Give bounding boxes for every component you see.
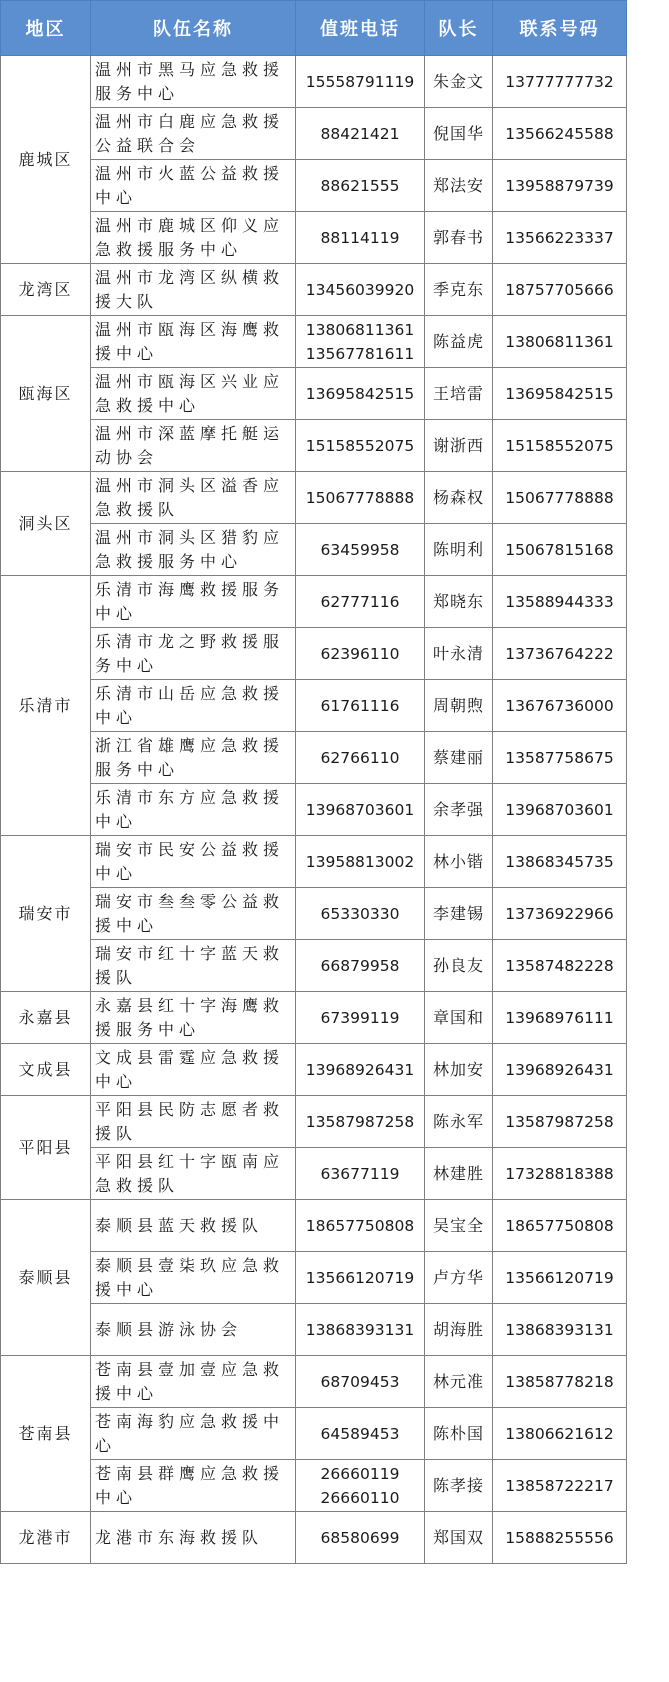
leader-cell: 孙良友 (425, 940, 493, 992)
duty-phone-cell (296, 1148, 425, 1200)
leader-cell: 谢浙西 (425, 420, 493, 472)
contact-number-cell: 13868345735 (493, 836, 627, 888)
table-row (1, 992, 627, 1044)
contact-number-cell: 15067778888 (493, 472, 627, 524)
duty-phone-number: 63459958 (320, 540, 400, 559)
contact-number-cell: 13806621612 (493, 1408, 627, 1460)
team-name-cell: 温州市火蓝公益救援中心 (91, 160, 296, 212)
team-name-cell: 龙港市东海救援队 (91, 1512, 296, 1564)
leader-cell: 林元准 (425, 1356, 493, 1408)
duty-phone-number: 62766110 (320, 748, 400, 767)
duty-phone-cell (296, 836, 425, 888)
table-row (1, 472, 627, 524)
contact-number-cell: 13587758675 (493, 732, 627, 784)
table-row (1, 1252, 627, 1304)
duty-phone-cell (296, 1408, 425, 1460)
table-row (1, 316, 627, 368)
duty-phone-cell (296, 368, 425, 420)
table-row (1, 524, 627, 576)
table-row (1, 888, 627, 940)
contact-number-cell: 13958879739 (493, 160, 627, 212)
table-row (1, 1044, 627, 1096)
leader-cell: 季克东 (425, 264, 493, 316)
duty-phone-number: 65330330 (320, 904, 400, 923)
region-cell: 苍南县 (1, 1356, 91, 1512)
leader-cell: 陈明利 (425, 524, 493, 576)
team-name-cell: 温州市洞头区溢香应急救援队 (91, 472, 296, 524)
duty-phone-number: 13456039920 (305, 280, 415, 299)
contact-number-cell: 13695842515 (493, 368, 627, 420)
team-name-cell: 文成县雷霆应急救援中心 (91, 1044, 296, 1096)
duty-phone-cell (296, 992, 425, 1044)
duty-phone-number: 88621555 (320, 176, 400, 195)
contact-number-cell: 13868393131 (493, 1304, 627, 1356)
team-name-cell: 温州市瓯海区海鹰救援中心 (91, 316, 296, 368)
contact-number-cell: 13736764222 (493, 628, 627, 680)
contact-number-cell: 13858722217 (493, 1460, 627, 1512)
duty-phone-number: 62396110 (320, 644, 400, 663)
leader-cell: 吴宝全 (425, 1200, 493, 1252)
contact-number-cell: 13858778218 (493, 1356, 627, 1408)
region-cell: 龙湾区 (1, 264, 91, 316)
table-row (1, 1200, 627, 1252)
duty-phone-number: 13587987258 (305, 1112, 415, 1131)
team-name-cell: 苍南县壹加壹应急救援中心 (91, 1356, 296, 1408)
contact-number-cell: 15067815168 (493, 524, 627, 576)
duty-phone-number: 13695842515 (305, 384, 415, 403)
header-leader: 队长 (425, 1, 493, 56)
header-region: 地区 (1, 1, 91, 56)
team-name-cell: 乐清市龙之野救援服务中心 (91, 628, 296, 680)
team-name-cell: 泰顺县壹柒玖应急救援中心 (91, 1252, 296, 1304)
table-row (1, 420, 627, 472)
duty-phone-number: 18657750808 (305, 1216, 415, 1235)
contact-number-cell: 13968926431 (493, 1044, 627, 1096)
team-name-cell: 瑞安市民安公益救援中心 (91, 836, 296, 888)
leader-cell: 倪国华 (425, 108, 493, 160)
duty-phone-number: 13566120719 (305, 1268, 415, 1287)
region-cell: 瑞安市 (1, 836, 91, 992)
leader-cell: 陈永军 (425, 1096, 493, 1148)
leader-cell: 林小锴 (425, 836, 493, 888)
duty-phone-cell (296, 212, 425, 264)
table-row (1, 108, 627, 160)
table-row (1, 1460, 627, 1512)
region-cell: 洞头区 (1, 472, 91, 576)
duty-phone-cell (296, 1512, 425, 1564)
leader-cell: 郑法安 (425, 160, 493, 212)
leader-cell: 杨森权 (425, 472, 493, 524)
duty-phone-cell (296, 576, 425, 628)
leader-cell: 周朝煦 (425, 680, 493, 732)
duty-phone-number: 13958813002 (305, 852, 415, 871)
leader-cell: 郑晓东 (425, 576, 493, 628)
leader-cell: 林加安 (425, 1044, 493, 1096)
leader-cell: 余孝强 (425, 784, 493, 836)
duty-phone-cell (296, 420, 425, 472)
leader-cell: 陈益虎 (425, 316, 493, 368)
duty-phone-number: 62777116 (320, 592, 400, 611)
duty-phone-number: 64589453 (320, 1424, 400, 1443)
duty-phone-number: 26660110 (320, 1488, 400, 1507)
contact-number-cell: 13676736000 (493, 680, 627, 732)
table-row (1, 56, 627, 108)
table-row (1, 940, 627, 992)
duty-phone-number: 67399119 (320, 1008, 400, 1027)
table-body (1, 56, 627, 1564)
table-row (1, 628, 627, 680)
duty-phone-cell (296, 1356, 425, 1408)
table-row (1, 1096, 627, 1148)
duty-phone-number: 26660119 (320, 1464, 400, 1483)
duty-phone-cell (296, 888, 425, 940)
team-name-cell: 瑞安市红十字蓝天救援队 (91, 940, 296, 992)
duty-phone-number: 13968926431 (305, 1060, 415, 1079)
contact-number-cell: 15158552075 (493, 420, 627, 472)
team-name-cell: 温州市瓯海区兴业应急救援中心 (91, 368, 296, 420)
table-row (1, 264, 627, 316)
table-header (1, 1, 627, 56)
duty-phone-number: 15558791119 (305, 72, 415, 91)
contact-number-cell: 17328818388 (493, 1148, 627, 1200)
duty-phone-cell (296, 1252, 425, 1304)
duty-phone-number: 88421421 (320, 124, 400, 143)
duty-phone-number: 61761116 (320, 696, 400, 715)
team-name-cell: 乐清市山岳应急救援中心 (91, 680, 296, 732)
duty-phone-cell (296, 316, 425, 368)
duty-phone-cell (296, 1460, 425, 1512)
leader-cell: 章国和 (425, 992, 493, 1044)
table-row (1, 680, 627, 732)
contact-number-cell: 15888255556 (493, 1512, 627, 1564)
table-row (1, 784, 627, 836)
table-row (1, 1512, 627, 1564)
team-name-cell: 温州市鹿城区仰义应急救援服务中心 (91, 212, 296, 264)
duty-phone-cell (296, 1200, 425, 1252)
leader-cell: 李建锡 (425, 888, 493, 940)
region-cell: 平阳县 (1, 1096, 91, 1200)
team-name-cell: 平阳县红十字瓯南应急救援队 (91, 1148, 296, 1200)
table-row (1, 368, 627, 420)
duty-phone-number: 66879958 (320, 956, 400, 975)
contact-number-cell: 13806811361 (493, 316, 627, 368)
team-name-cell: 温州市白鹿应急救援公益联合会 (91, 108, 296, 160)
duty-phone-cell (296, 1044, 425, 1096)
leader-cell: 叶永清 (425, 628, 493, 680)
header-contact-number: 联系号码 (493, 1, 627, 56)
leader-cell: 郑国双 (425, 1512, 493, 1564)
leader-cell: 郭春书 (425, 212, 493, 264)
leader-cell: 朱金文 (425, 56, 493, 108)
header-duty-phone: 值班电话 (296, 1, 425, 56)
table-row (1, 1408, 627, 1460)
duty-phone-number: 68580699 (320, 1528, 400, 1547)
table-row (1, 1356, 627, 1408)
duty-phone-cell (296, 1304, 425, 1356)
duty-phone-cell (296, 264, 425, 316)
duty-phone-number: 88114119 (320, 228, 400, 247)
team-name-cell: 乐清市东方应急救援中心 (91, 784, 296, 836)
region-cell: 泰顺县 (1, 1200, 91, 1356)
table-row (1, 1304, 627, 1356)
duty-phone-number: 13567781611 (305, 344, 415, 363)
contact-number-cell: 13566223337 (493, 212, 627, 264)
duty-phone-cell (296, 524, 425, 576)
contact-number-cell: 13968976111 (493, 992, 627, 1044)
duty-phone-cell (296, 472, 425, 524)
header-row (1, 1, 627, 56)
contact-number-cell: 13968703601 (493, 784, 627, 836)
duty-phone-cell (296, 56, 425, 108)
team-name-cell: 苍南海豹应急救援中心 (91, 1408, 296, 1460)
duty-phone-number: 13968703601 (305, 800, 415, 819)
leader-cell: 卢方华 (425, 1252, 493, 1304)
duty-phone-cell (296, 732, 425, 784)
team-name-cell: 温州市黑马应急救援服务中心 (91, 56, 296, 108)
duty-phone-number: 13806811361 (305, 320, 415, 339)
duty-phone-cell (296, 940, 425, 992)
duty-phone-number: 68709453 (320, 1372, 400, 1391)
team-name-cell: 苍南县群鹰应急救援中心 (91, 1460, 296, 1512)
region-cell: 龙港市 (1, 1512, 91, 1564)
region-cell: 文成县 (1, 1044, 91, 1096)
leader-cell: 陈朴国 (425, 1408, 493, 1460)
contact-number-cell: 13566245588 (493, 108, 627, 160)
team-name-cell: 平阳县民防志愿者救援队 (91, 1096, 296, 1148)
team-name-cell: 永嘉县红十字海鹰救援服务中心 (91, 992, 296, 1044)
leader-cell: 胡海胜 (425, 1304, 493, 1356)
contact-number-cell: 13587482228 (493, 940, 627, 992)
table-row (1, 212, 627, 264)
team-name-cell: 泰顺县游泳协会 (91, 1304, 296, 1356)
table-row (1, 576, 627, 628)
team-name-cell: 温州市洞头区猎豹应急救援服务中心 (91, 524, 296, 576)
contact-number-cell: 13587987258 (493, 1096, 627, 1148)
contact-number-cell: 13736922966 (493, 888, 627, 940)
team-name-cell: 温州市龙湾区纵横救援大队 (91, 264, 296, 316)
contact-number-cell: 18657750808 (493, 1200, 627, 1252)
duty-phone-cell (296, 1096, 425, 1148)
leader-cell: 王培雷 (425, 368, 493, 420)
table-row (1, 160, 627, 212)
duty-phone-number: 15158552075 (305, 436, 415, 455)
duty-phone-cell (296, 680, 425, 732)
team-name-cell: 温州市深蓝摩托艇运动协会 (91, 420, 296, 472)
leader-cell: 林建胜 (425, 1148, 493, 1200)
team-name-cell: 乐清市海鹰救援服务中心 (91, 576, 296, 628)
duty-phone-number: 15067778888 (305, 488, 415, 507)
contact-number-cell: 13588944333 (493, 576, 627, 628)
duty-phone-number: 63677119 (320, 1164, 400, 1183)
duty-phone-cell (296, 160, 425, 212)
duty-phone-cell (296, 108, 425, 160)
region-cell: 鹿城区 (1, 56, 91, 264)
region-cell: 瓯海区 (1, 316, 91, 472)
contact-number-cell: 13777777732 (493, 56, 627, 108)
contact-number-cell: 18757705666 (493, 264, 627, 316)
table-row (1, 836, 627, 888)
leader-cell: 蔡建丽 (425, 732, 493, 784)
duty-phone-cell (296, 784, 425, 836)
table-row (1, 1148, 627, 1200)
contact-number-cell: 13566120719 (493, 1252, 627, 1304)
region-cell: 乐清市 (1, 576, 91, 836)
header-team-name: 队伍名称 (91, 1, 296, 56)
team-name-cell: 泰顺县蓝天救援队 (91, 1200, 296, 1252)
duty-phone-cell (296, 628, 425, 680)
region-cell: 永嘉县 (1, 992, 91, 1044)
team-name-cell: 瑞安市叁叁零公益救援中心 (91, 888, 296, 940)
team-name-cell: 浙江省雄鹰应急救援服务中心 (91, 732, 296, 784)
duty-phone-number: 13868393131 (305, 1320, 415, 1339)
table-row (1, 732, 627, 784)
leader-cell: 陈孝接 (425, 1460, 493, 1512)
